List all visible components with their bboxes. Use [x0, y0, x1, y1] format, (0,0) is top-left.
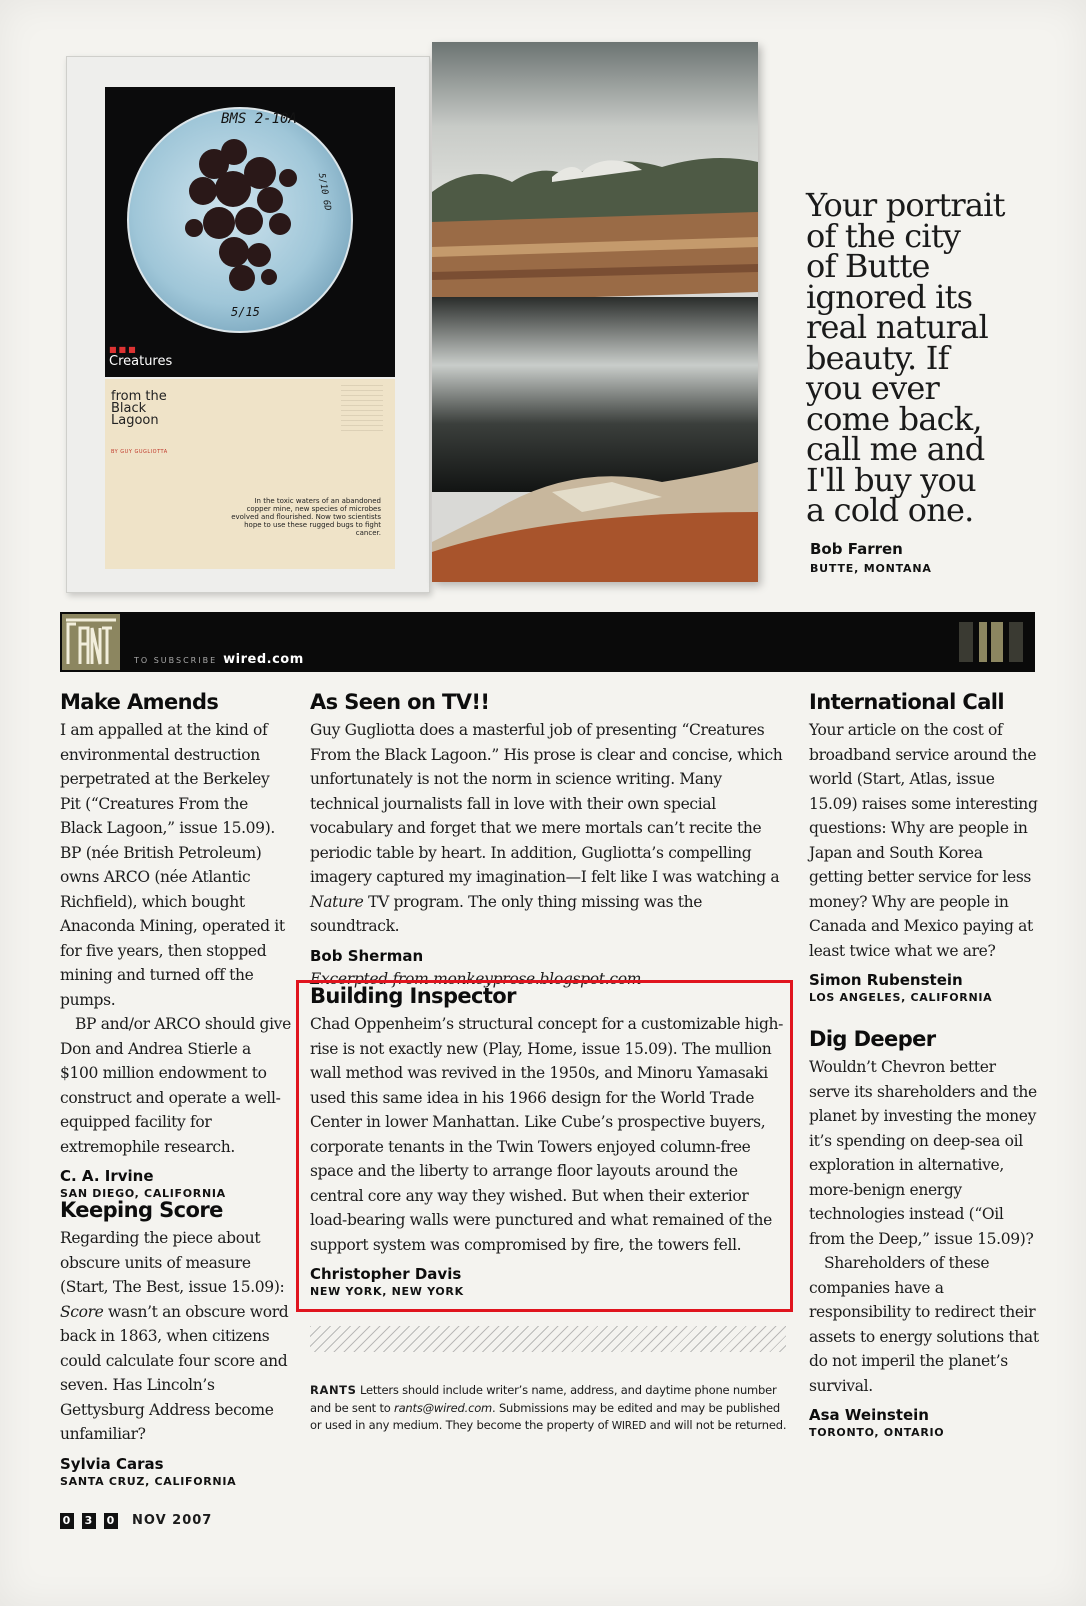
letter-make-amends	[60, 690, 292, 1200]
letter-paragraph: Guy Gugliotta does a masterful job of presenting “Creatures From the Black Lagoon.” His prose is clear and concise, which unfortunately is not the norm in science writing. Many technical journalists fall in love with their own special vocabulary and forget that we mere mortals can’t recite the periodic table by heart. In addition, Gugliotta’s compelling imagery captured my imagination—I felt like I was watching a Nature TV program. The only thing missing was the soundtrack.	[310, 721, 783, 935]
letter-body	[310, 1012, 788, 1257]
letter-place: LOS ANGELES, CALIFORNIA	[809, 991, 993, 1004]
rants-email-link[interactable]: rants@wired.com	[394, 1400, 493, 1415]
letter-body	[60, 718, 292, 1159]
feature-byline: BY GUY GUGLIOTTA	[111, 449, 168, 455]
letter-source: Excerpted from monkeyprose.blogspot.com	[310, 969, 642, 988]
letter-title: Keeping Score	[60, 1198, 223, 1222]
letter-paragraph: I am appalled at the kind of environmental destruction perpetrated at the Berkeley Pit (“Creatures From the Black Lagoon,” issue 15.09). BP (née British Petroleum) owns ARCO (née Atlantic Richfield), which bought Anaconda Mining, operated it for five years, then stopped mining and turned off the pumps.	[60, 721, 285, 1009]
letter-place: NEW YORK, NEW YORK	[310, 1285, 464, 1298]
issue-date: NOV 2007	[132, 1513, 213, 1528]
letter-paragraph: Regarding the piece about obscure units of measure (Start, The Best, issue 15.09): Score wasn’t an obscure word back in 1863, when citizens could calculate four score and seven. Has Lincoln’s Gettysburg Address become unfamiliar?	[60, 1229, 289, 1443]
rants-logo	[62, 614, 120, 670]
letter-title: Building Inspector	[310, 984, 516, 1008]
letter-author: Asa Weinstein	[809, 1406, 929, 1424]
page-number-digit: 3	[82, 1513, 96, 1529]
letter-title: Make Amends	[60, 690, 219, 714]
title-dots-icon: ■■■	[109, 345, 138, 354]
rants-banner	[60, 612, 1035, 672]
pull-quote-place: BUTTE, MONTANA	[810, 562, 932, 575]
letter-body	[60, 1226, 292, 1447]
letter-paragraph: Shareholders of these companies have a responsibility to redirect their assets to energy solutions that do not imperil the planet’s survival.	[809, 1254, 1039, 1395]
banner-decoration	[959, 622, 1029, 662]
letter-paragraph: Wouldn’t Chevron better serve its shareholders and the planet by investing the money it’s spending on deep-sea oil exploration in alternative, more-benign energy technologies instead (“Oil from the Deep,” issue 15.09)?	[809, 1058, 1037, 1248]
letter-place: SAN DIEGO, CALIFORNIA	[60, 1187, 226, 1200]
pull-quote: Your portrait of the city of Butte ignored its real natural beauty. If you ever come back, call me and I'll buy you a cold one.	[806, 186, 1005, 529]
petri-dish	[127, 107, 353, 333]
letter-title: Dig Deeper	[809, 1027, 936, 1051]
page-number-digit: 0	[60, 1513, 74, 1529]
letter-place: TORONTO, ONTARIO	[809, 1426, 945, 1439]
letter-dig-deeper	[809, 1027, 1039, 1439]
petri-dish-panel	[105, 87, 395, 377]
petri-label-top: BMS 2-10A	[221, 111, 297, 127]
subscribe-link[interactable]: wired.com	[223, 652, 304, 667]
section-divider	[310, 1326, 786, 1352]
letter-paragraph: Chad Oppenheim’s structural concept for a customizable high-rise is not exactly new (Play, Home, issue 15.09). The mullion wall method was revived in the 1950s, and Minoru Yamasaki used this same idea in his 1966 design for the World Trade Center in lower Manhattan. Like Cube’s prospective buyers, corporate tenants in the Twin Towers enjoyed column-free space and the liberty to arrange floor layouts around the central core any way they wished. But when their exterior load-bearing walls were punctured and what remained of the support system was compromised by fire, the towers fell.	[310, 1015, 784, 1254]
letter-body	[809, 718, 1039, 963]
letter-building-inspector	[310, 984, 788, 1298]
letter-paragraph: Your article on the cost of broadband service around the world (Start, Atlas, issue 15.09) raises some interesting questions: Why are people in Japan and South Korea getting better service for less money? Why are people in Canada and Mexico paying at least twice what we are?	[809, 721, 1038, 960]
pull-quote-author: Bob Farren	[810, 540, 903, 558]
letter-international-call	[809, 690, 1039, 1004]
letter-place: SANTA CRUZ, CALIFORNIA	[60, 1474, 237, 1488]
page-folio	[60, 1513, 212, 1529]
letter-body	[809, 1055, 1039, 1398]
rants-logo-icon	[62, 614, 120, 670]
svg-text:rants: rants	[62, 614, 65, 615]
letter-title: As Seen on TV!!	[310, 690, 490, 714]
page-number-digit: 0	[104, 1513, 118, 1529]
letter-author: Christopher Davis	[310, 1265, 462, 1283]
feature-title: ■■■ Creatures	[109, 345, 173, 369]
letter-title: International Call	[809, 690, 1004, 714]
letter-as-seen-on-tv	[310, 690, 788, 991]
berkeley-pit-photo	[432, 42, 758, 582]
feature-dek: In the toxic waters of an abandoned copper mine, new species of microbes evolved and flourished. Now two scientists hope to use these rugged bugs to fight cancer.	[231, 497, 381, 537]
spread-right-page	[432, 42, 758, 582]
petri-label-bottom: 5/15	[231, 305, 260, 319]
rants-submission-note: RANTS Letters should include writer’s name, address, and daytime phone number and be sent to rants@wired.com. Submissions may be edited and may be published or used in any medium. They become the property of WIRED and will not be returned.	[310, 1383, 787, 1432]
magazine-spread-photo	[66, 42, 778, 597]
letter-paragraph: BP and/or ARCO should give Don and Andrea Stierle a $100 million endowment to construct and operate a well-equipped facility for extremophile research.	[60, 1015, 291, 1156]
spread-left-page	[66, 56, 430, 593]
petri-label-side: 5/10 6D	[315, 172, 333, 212]
letter-body	[310, 718, 788, 939]
letter-author: Bob Sherman	[310, 946, 424, 965]
feature-subtitle: from the Black Lagoon	[111, 389, 167, 428]
subscribe-line	[134, 648, 304, 667]
letter-author: Sylvia Caras	[60, 1454, 164, 1473]
feature-opener-panel	[105, 379, 395, 569]
letter-author: C. A. Irvine	[60, 1167, 154, 1185]
letter-author: Simon Rubenstein	[809, 971, 963, 989]
subscribe-label: TO SUBSCRIBE	[134, 656, 218, 665]
feature-sidebar-text	[341, 385, 383, 431]
letter-keeping-score	[60, 1198, 292, 1488]
